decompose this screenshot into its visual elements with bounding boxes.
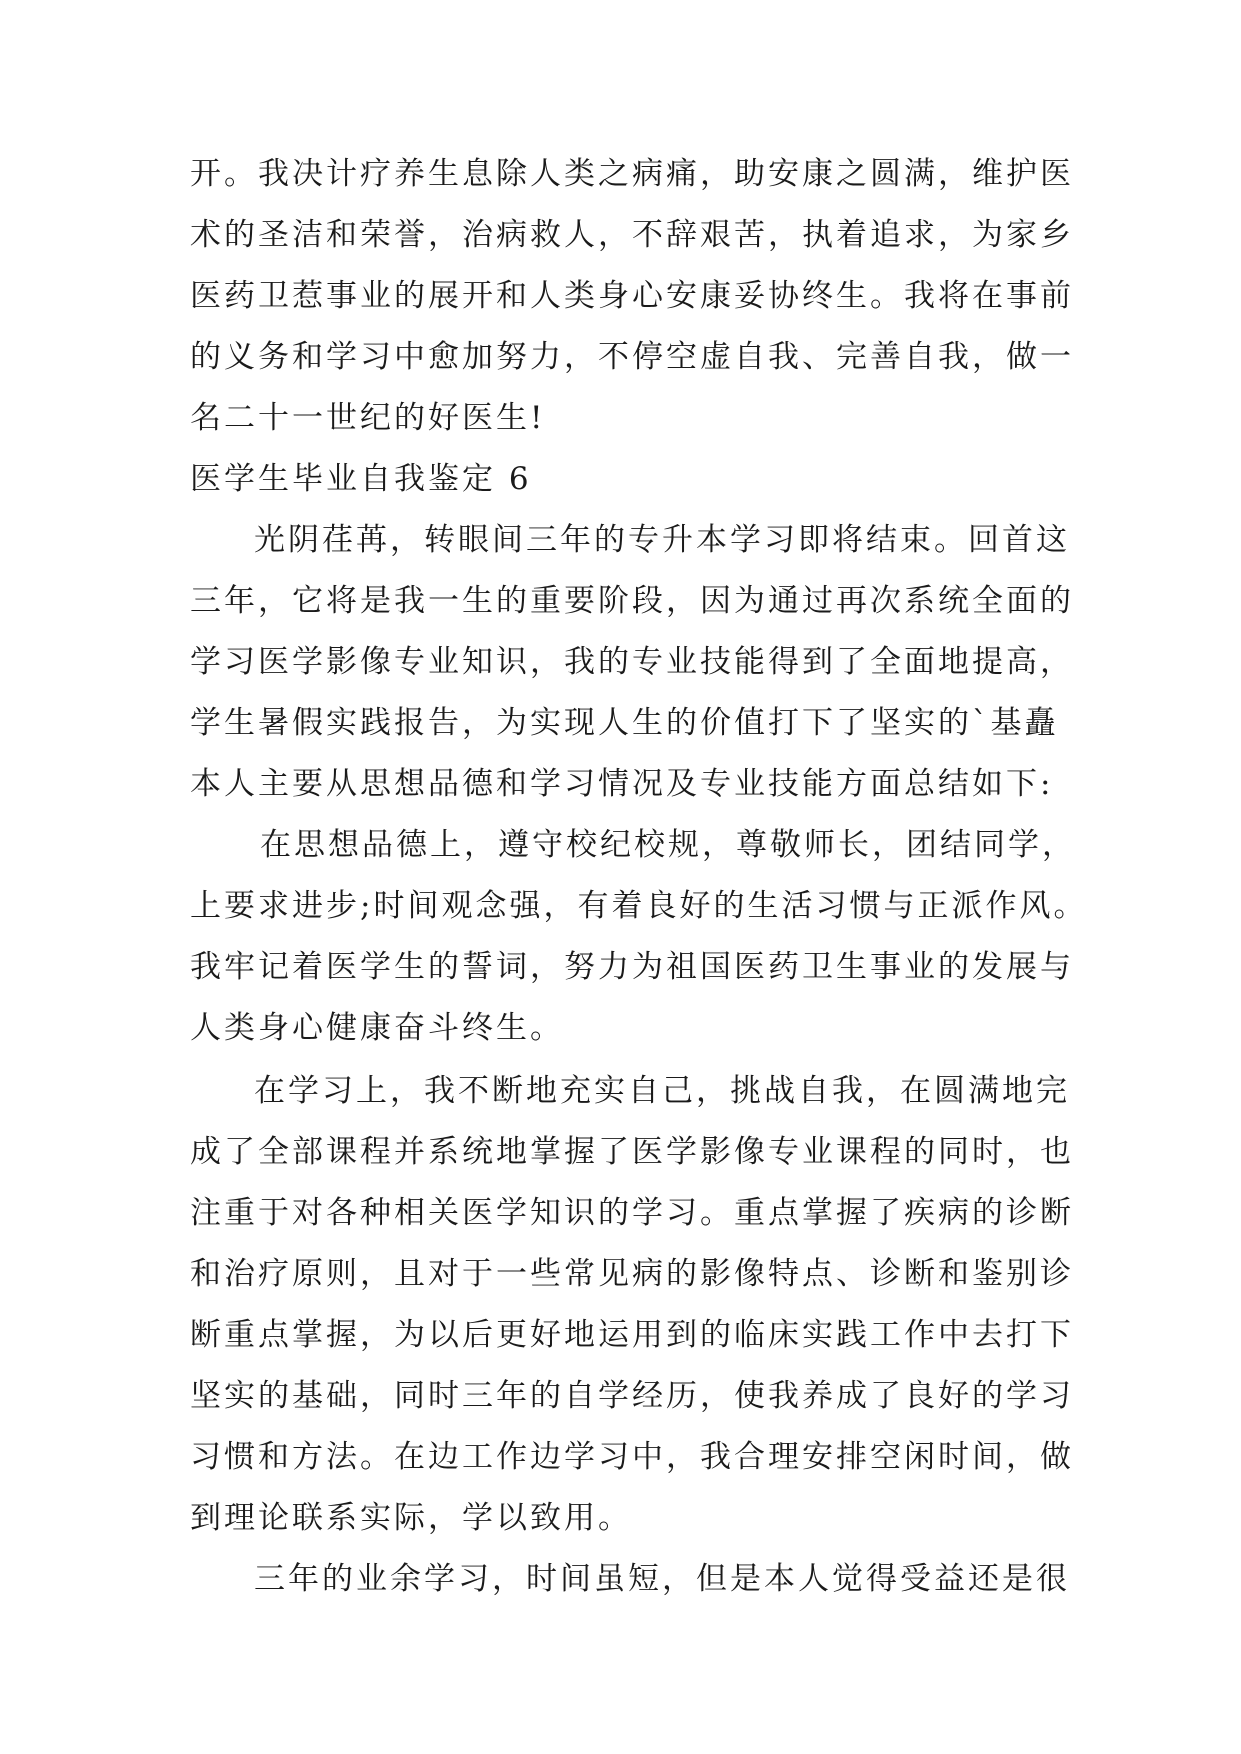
paragraph-5 [190, 1549, 1070, 1610]
text-line: 我牢记着医学生的誓词，努力为祖国医药卫生事业的发展与 [190, 949, 1074, 985]
text-line: 本人主要从思想品德和学习情况及专业技能方面总结如下: [190, 766, 1054, 802]
text-line: 三年，它将是我一生的重要阶段，因为通过再次系统全面的 [190, 583, 1074, 619]
paragraph-1 [190, 144, 1074, 449]
text-line: 注重于对各种相关医学知识的学习。重点掌握了疾病的诊断 [190, 1195, 1074, 1231]
paragraph-3 [190, 815, 1088, 1059]
text-line: 光阴荏苒，转眼间三年的专升本学习即将结束。回首这 [254, 522, 1070, 558]
text-line: 术的圣洁和荣誉，治病救人，不辞艰苦，执着追求，为家乡 [190, 217, 1074, 253]
text-line: 三年的业余学习，时间虽短，但是本人觉得受益还是很 [254, 1561, 1070, 1597]
text-line: 学生暑假实践报告，为实现人生的价值打下了坚实的`基矗 [190, 705, 1059, 741]
text-line: 到理论联系实际，学以致用。 [190, 1500, 632, 1536]
text-line: 上要求进步;时间观念强，有着良好的生活习惯与正派作风。 [190, 888, 1088, 924]
text-line: 断重点掌握，为以后更好地运用到的临床实践工作中去打下 [190, 1317, 1074, 1353]
paragraph-4 [190, 1061, 1074, 1549]
text-line: 学习医学影像专业知识，我的专业技能得到了全面地提高， [190, 644, 1074, 680]
text-line: 和治疗原则，且对于一些常见病的影像特点、诊断和鉴别诊 [190, 1256, 1074, 1292]
text-line: 在学习上，我不断地充实自己，挑战自我，在圆满地完 [254, 1073, 1070, 1109]
text-line: 开。我决计疗养生息除人类之病痛，助安康之圆满，维护医 [190, 156, 1074, 192]
text-line: 医药卫惹事业的展开和人类身心安康妥协终生。我将在事前 [190, 278, 1074, 314]
text-line: 坚实的基础，同时三年的自学经历，使我养成了良好的学习 [190, 1378, 1074, 1414]
paragraph-2 [190, 510, 1074, 815]
section-heading: 医学生毕业自我鉴定 6 [190, 461, 532, 497]
section-heading-block [190, 449, 1070, 510]
text-line: 成了全部课程并系统地掌握了医学影像专业课程的同时，也 [190, 1134, 1074, 1170]
text-line: 习惯和方法。在边工作边学习中，我合理安排空闲时间，做 [190, 1439, 1074, 1475]
text-line: 人类身心健康奋斗终生。 [190, 1010, 564, 1046]
text-line: 名二十一世纪的好医生! [190, 400, 546, 436]
text-line: 在思想品德上，遵守校纪校规，尊敬师长，团结同学， [260, 827, 1076, 863]
text-line: 的义务和学习中愈加努力，不停空虚自我、完善自我，做一 [190, 339, 1074, 375]
